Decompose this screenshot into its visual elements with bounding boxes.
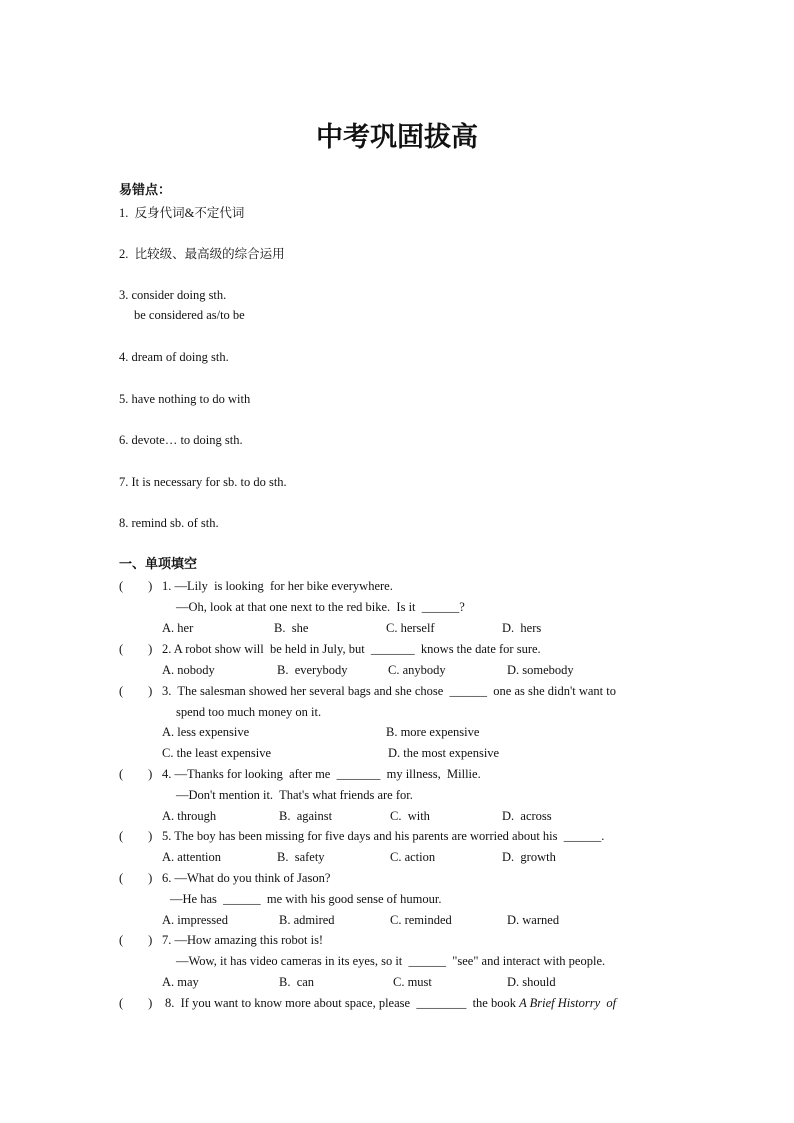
question-6-option-a: A. impressed: [162, 913, 228, 927]
error-point-3-sub: be considered as/to be: [134, 308, 245, 322]
question-4-option-c: C. with: [390, 809, 430, 823]
error-point-4: 4. dream of doing sth.: [119, 350, 229, 364]
question-5-option-a: A. attention: [162, 850, 222, 864]
section-heading: 一、单项填空: [119, 557, 198, 572]
question-1-option-a: A. her: [162, 621, 194, 635]
error-point-6: 6. devote… to doing sth.: [119, 433, 243, 447]
answer-blank[interactable]: ( ): [119, 996, 153, 1010]
question-7-option-c: C. must: [393, 975, 432, 989]
answer-blank[interactable]: ( ): [119, 684, 153, 698]
answer-blank[interactable]: ( ): [119, 829, 153, 843]
question-2-option-b: B. everybody: [277, 663, 348, 677]
question-2-option-c: C. anybody: [388, 663, 446, 677]
answer-blank[interactable]: ( ): [119, 933, 153, 947]
question-7-stem-2: —Wow, it has video cameras in its eyes, so it ______ "see" and interact with people.: [176, 954, 606, 968]
error-point-3: 3. consider doing sth.: [119, 288, 227, 302]
question-1-stem-2: —Oh, look at that one next to the red bike. Is it ______?: [176, 600, 465, 614]
answer-blank[interactable]: ( ): [119, 767, 153, 781]
question-7-option-b: B. can: [279, 975, 315, 989]
error-point-8: 8. remind sb. of sth.: [119, 516, 219, 530]
error-points-heading: 易错点：: [119, 183, 172, 198]
question-5-stem: 5. The boy has been missing for five days and his parents are worried about his ______.: [162, 829, 605, 843]
question-1-option-d: D. hers: [502, 621, 542, 635]
question-5-option-b: B. safety: [277, 850, 325, 864]
question-7-stem: 7. —How amazing this robot is!: [162, 933, 324, 947]
question-6-option-c: C. reminded: [390, 913, 452, 927]
question-8-book-title: A Brief Historry of: [519, 996, 617, 1010]
question-4-option-a: A. through: [162, 809, 217, 823]
question-4-stem: 4. —Thanks for looking after me _______ my illness, Millie.: [162, 767, 481, 781]
question-1-option-b: B. she: [274, 621, 309, 635]
question-3-option-b: B. more expensive: [386, 725, 480, 739]
question-3-option-d: D. the most expensive: [388, 746, 500, 760]
error-point-2: 2. 比较级、最高级的综合运用: [119, 247, 285, 261]
question-4-option-d: D. across: [502, 809, 552, 823]
answer-blank[interactable]: ( ): [119, 579, 153, 593]
error-point-7: 7. It is necessary for sb. to do sth.: [119, 475, 287, 489]
question-1-stem: 1. —Lily is looking for her bike everywhere.: [162, 579, 393, 593]
question-5-option-d: D. growth: [502, 850, 556, 864]
question-8-stem: [165, 995, 616, 1011]
question-2-option-a: A. nobody: [162, 663, 215, 677]
question-6-option-d: D. warned: [507, 913, 560, 927]
error-point-5: 5. have nothing to do with: [119, 392, 251, 406]
question-2-stem: 2. A robot show will be held in July, but _______ knows the date for sure.: [162, 642, 541, 656]
question-6-stem: 6. —What do you think of Jason?: [162, 871, 331, 885]
question-7-option-a: A. may: [162, 975, 199, 989]
question-6-stem-2: —He has ______ me with his good sense of humour.: [170, 892, 442, 906]
question-3-stem: 3. The salesman showed her several bags and she chose ______ one as she didn't want to: [162, 684, 616, 698]
question-4-option-b: B. against: [279, 809, 333, 823]
question-5-option-c: C. action: [390, 850, 436, 864]
page-title: 中考巩固拔高: [316, 122, 478, 153]
question-8-stem-text: 8. If you want to know more about space, please ________ the book: [165, 996, 520, 1010]
question-3-option-c: C. the least expensive: [162, 746, 271, 760]
question-3-stem-2: spend too much money on it.: [176, 705, 322, 719]
answer-blank[interactable]: ( ): [119, 871, 153, 885]
error-point-1: 1. 反身代词&不定代词: [119, 206, 245, 220]
answer-blank[interactable]: ( ): [119, 642, 153, 656]
question-7-option-d: D. should: [507, 975, 556, 989]
question-6-option-b: B. admired: [279, 913, 335, 927]
question-1-option-c: C. herself: [386, 621, 435, 635]
question-3-option-a: A. less expensive: [162, 725, 250, 739]
question-4-stem-2: —Don't mention it. That's what friends are for.: [176, 788, 413, 802]
question-2-option-d: D. somebody: [507, 663, 574, 677]
